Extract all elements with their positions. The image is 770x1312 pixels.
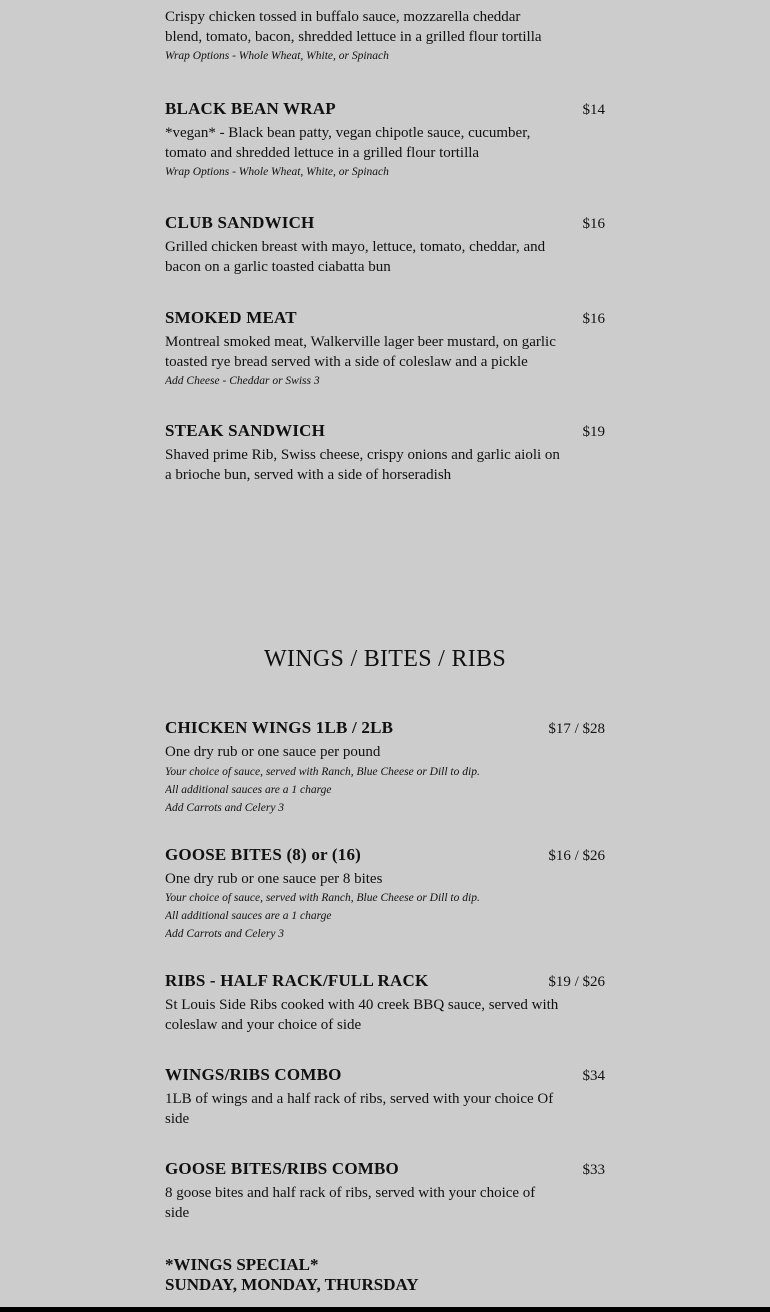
item-description: Crispy chicken tossed in buffalo sauce, mozzarella cheddar blend, tomato, bacon, shredded lettuce in a grilled flour tortilla xyxy=(165,9,542,45)
menu-item xyxy=(165,8,605,65)
item-price: $16 / $26 xyxy=(548,847,605,864)
item-price: $33 xyxy=(582,1162,605,1178)
item-header xyxy=(165,1159,605,1180)
item-note: Your choice of sauce, served with Ranch, Blue Cheese or Dill to dip. xyxy=(165,765,480,778)
item-description: 8 goose bites and half rack of ribs, served with your choice of side xyxy=(165,1185,536,1221)
menu-item xyxy=(165,213,605,277)
wings-special xyxy=(165,1255,605,1295)
item-header xyxy=(165,971,605,992)
menu-item xyxy=(165,99,605,181)
item-note: All additional sauces are a 1 charge xyxy=(165,783,332,796)
item-name: GOOSE BITES (8) or (16) xyxy=(165,844,362,864)
item-header xyxy=(165,718,605,739)
item-price: $14 xyxy=(582,102,605,118)
bottom-divider xyxy=(0,1307,770,1312)
menu-section-wings xyxy=(165,718,605,1295)
item-description: One dry rub or one sauce per 8 bites xyxy=(165,870,383,887)
item-header xyxy=(165,308,605,329)
item-description: St Louis Side Ribs cooked with 40 creek BBQ sauce, served with coleslaw and your choice of side xyxy=(165,997,559,1033)
item-name: SMOKED MEAT xyxy=(165,308,297,327)
item-note: Add Carrots and Celery 3 xyxy=(165,801,285,814)
item-description: *vegan* - Black bean patty, vegan chipotle sauce, cucumber, tomato and shredded lettuce in a grilled flour tortilla xyxy=(165,125,531,161)
menu-page xyxy=(165,0,605,1306)
item-name: STEAK SANDWICH xyxy=(165,421,326,440)
item-name: GOOSE BITES/RIBS COMBO xyxy=(165,1159,399,1178)
item-note: Add Carrots and Celery 3 xyxy=(165,928,285,940)
menu-item xyxy=(165,1159,605,1223)
special-title: *WINGS SPECIAL* xyxy=(165,1255,319,1274)
item-price: $16 xyxy=(582,216,605,232)
item-name: WINGS/RIBS COMBO xyxy=(165,1065,342,1084)
item-note: Your choice of sauce, served with Ranch, Blue Cheese or Dill to dip. xyxy=(165,892,480,904)
item-header xyxy=(165,1065,605,1086)
item-price: $16 xyxy=(582,311,605,327)
item-name: CLUB SANDWICH xyxy=(165,213,315,232)
item-note: Wrap Options - Whole Wheat, White, or Spinach xyxy=(165,166,389,178)
item-description: Grilled chicken breast with mayo, lettuce, tomato, cheddar, and bacon on a garlic toasted ciabatta bun xyxy=(165,239,546,275)
menu-item xyxy=(165,421,605,485)
item-price: $34 xyxy=(582,1068,605,1084)
item-description: 1LB of wings and a half rack of ribs, served with your choice Of side xyxy=(165,1091,554,1127)
section-title: WINGS / BITES / RIBS xyxy=(263,646,506,672)
item-description: One dry rub or one sauce per pound xyxy=(165,744,381,760)
item-price: $19 xyxy=(582,424,605,440)
item-name: BLACK BEAN WRAP xyxy=(165,99,336,118)
item-description: Shaved prime Rib, Swiss cheese, crispy onions and garlic aioli on a brioche bun, served with a side of horseradish xyxy=(165,447,560,483)
menu-item xyxy=(165,845,605,944)
item-name: CHICKEN WINGS 1LB / 2LB xyxy=(165,718,394,737)
item-note: Add Cheese - Cheddar or Swiss 3 xyxy=(165,375,320,387)
menu-section-sandwiches xyxy=(165,8,605,485)
menu-item xyxy=(165,971,605,1035)
item-header xyxy=(165,421,605,442)
item-header xyxy=(165,99,605,120)
item-name: RIBS - HALF RACK/FULL RACK xyxy=(165,971,429,990)
menu-item xyxy=(165,1065,605,1129)
special-days: SUNDAY, MONDAY, THURSDAY xyxy=(165,1275,419,1294)
item-header xyxy=(165,213,605,234)
item-price: $17 / $28 xyxy=(548,721,605,737)
item-price: $19 / $26 xyxy=(548,974,605,990)
item-note: Wrap Options - Whole Wheat, White, or Spinach xyxy=(165,50,389,62)
item-note: All additional sauces are a 1 charge xyxy=(165,910,332,922)
menu-item xyxy=(165,718,605,817)
item-description: Montreal smoked meat, Walkerville lager beer mustard, on garlic toasted rye bread served with a side of coleslaw and a pickle xyxy=(165,334,556,370)
menu-item xyxy=(165,308,605,390)
item-header xyxy=(165,845,605,866)
